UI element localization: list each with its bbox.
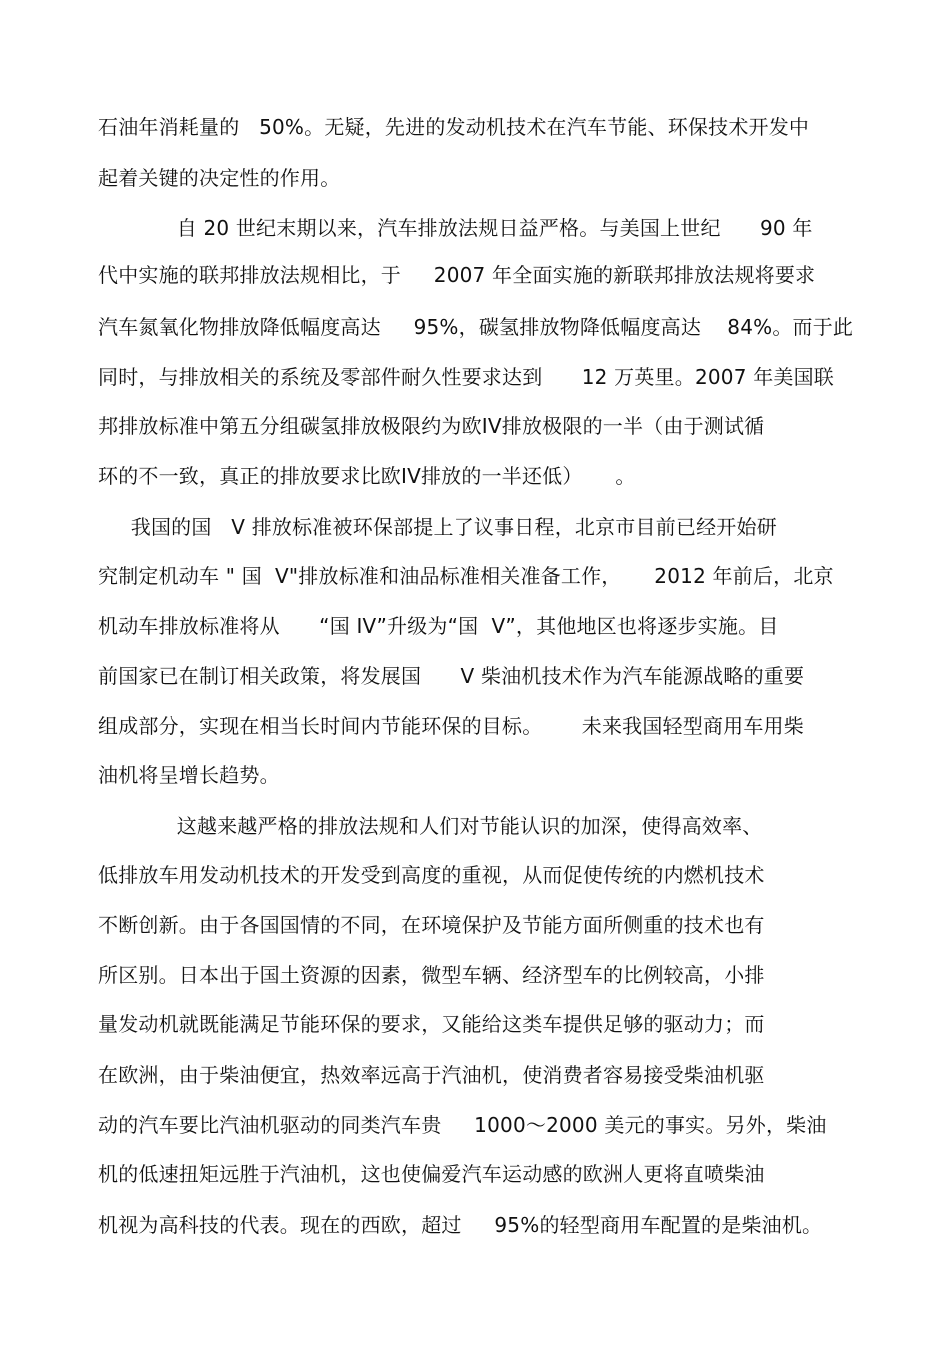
text-line: 动的汽车要比汽油机驱动的同类汽车贵 1000～2000 美元的事实。另外，柴油	[98, 1113, 827, 1137]
text-line: 机动车排放标准将从 “国 IV”升级为“国 V”，其他地区也将逐步实施。目	[98, 614, 779, 638]
text-line: 量发动机就既能满足节能环保的要求，又能给这类车提供足够的驱动力；而	[98, 1012, 765, 1036]
text-line: 自 20 世纪末期以来，汽车排放法规日益严格。与美国上世纪 90 年	[98, 216, 813, 240]
text-line: 邦排放标准中第五分组碳氢排放极限约为欧IV排放极限的一半（由于测试循	[98, 414, 765, 438]
text-line: 前国家已在制订相关政策，将发展国 V 柴油机技术作为汽车能源战略的重要	[98, 664, 805, 688]
text-line: 机视为高科技的代表。现在的西欧，超过 95%的轻型商用车配置的是柴油机。	[98, 1213, 823, 1237]
text-line: 油机将呈增长趋势。	[98, 763, 280, 787]
text-line: 所区别。日本出于国土资源的因素，微型车辆、经济型车的比例较高，小排	[98, 963, 765, 987]
text-line: 代中实施的联邦排放法规相比，于 2007 年全面实施的新联邦排放法规将要求	[98, 263, 816, 287]
text-line: 环的不一致，真正的排放要求比欧IV排放的一半还低） 。	[98, 464, 636, 488]
text-line: 汽车氮氧化物排放降低幅度高达 95%，碳氢排放物降低幅度高达 84%。而于此	[98, 315, 854, 339]
text-line: 不断创新。由于各国国情的不同，在环境保护及节能方面所侧重的技术也有	[98, 913, 765, 937]
text-line: 我国的国 V 排放标准被环保部提上了议事日程，北京市目前已经开始研	[98, 515, 777, 539]
text-line: 起着关键的决定性的作用。	[98, 166, 341, 190]
text-line: 低排放车用发动机技术的开发受到高度的重视，从而促使传统的内燃机技术	[98, 863, 765, 887]
text-line: 石油年消耗量的 50%。无疑，先进的发动机技术在汽车节能、环保技术开发中	[98, 115, 810, 139]
text-line: 机的低速扭矩远胜于汽油机，这也使偏爱汽车运动感的欧洲人更将直喷柴油	[98, 1162, 765, 1186]
text-line: 组成部分，实现在相当长时间内节能环保的目标。 未来我国轻型商用车用柴	[98, 714, 804, 738]
text-line: 同时，与排放相关的系统及零部件耐久性要求达到 12 万英里。2007 年美国联	[98, 365, 835, 389]
text-line: 究制定机动车 " 国 V"排放标准和油品标准相关准备工作， 2012 年前后，北京	[98, 564, 834, 588]
text-line: 这越来越严格的排放法规和人们对节能认识的加深，使得高效率、	[98, 814, 763, 838]
text-line: 在欧洲，由于柴油便宜，热效率远高于汽油机，使消费者容易接受柴油机驱	[98, 1063, 765, 1087]
